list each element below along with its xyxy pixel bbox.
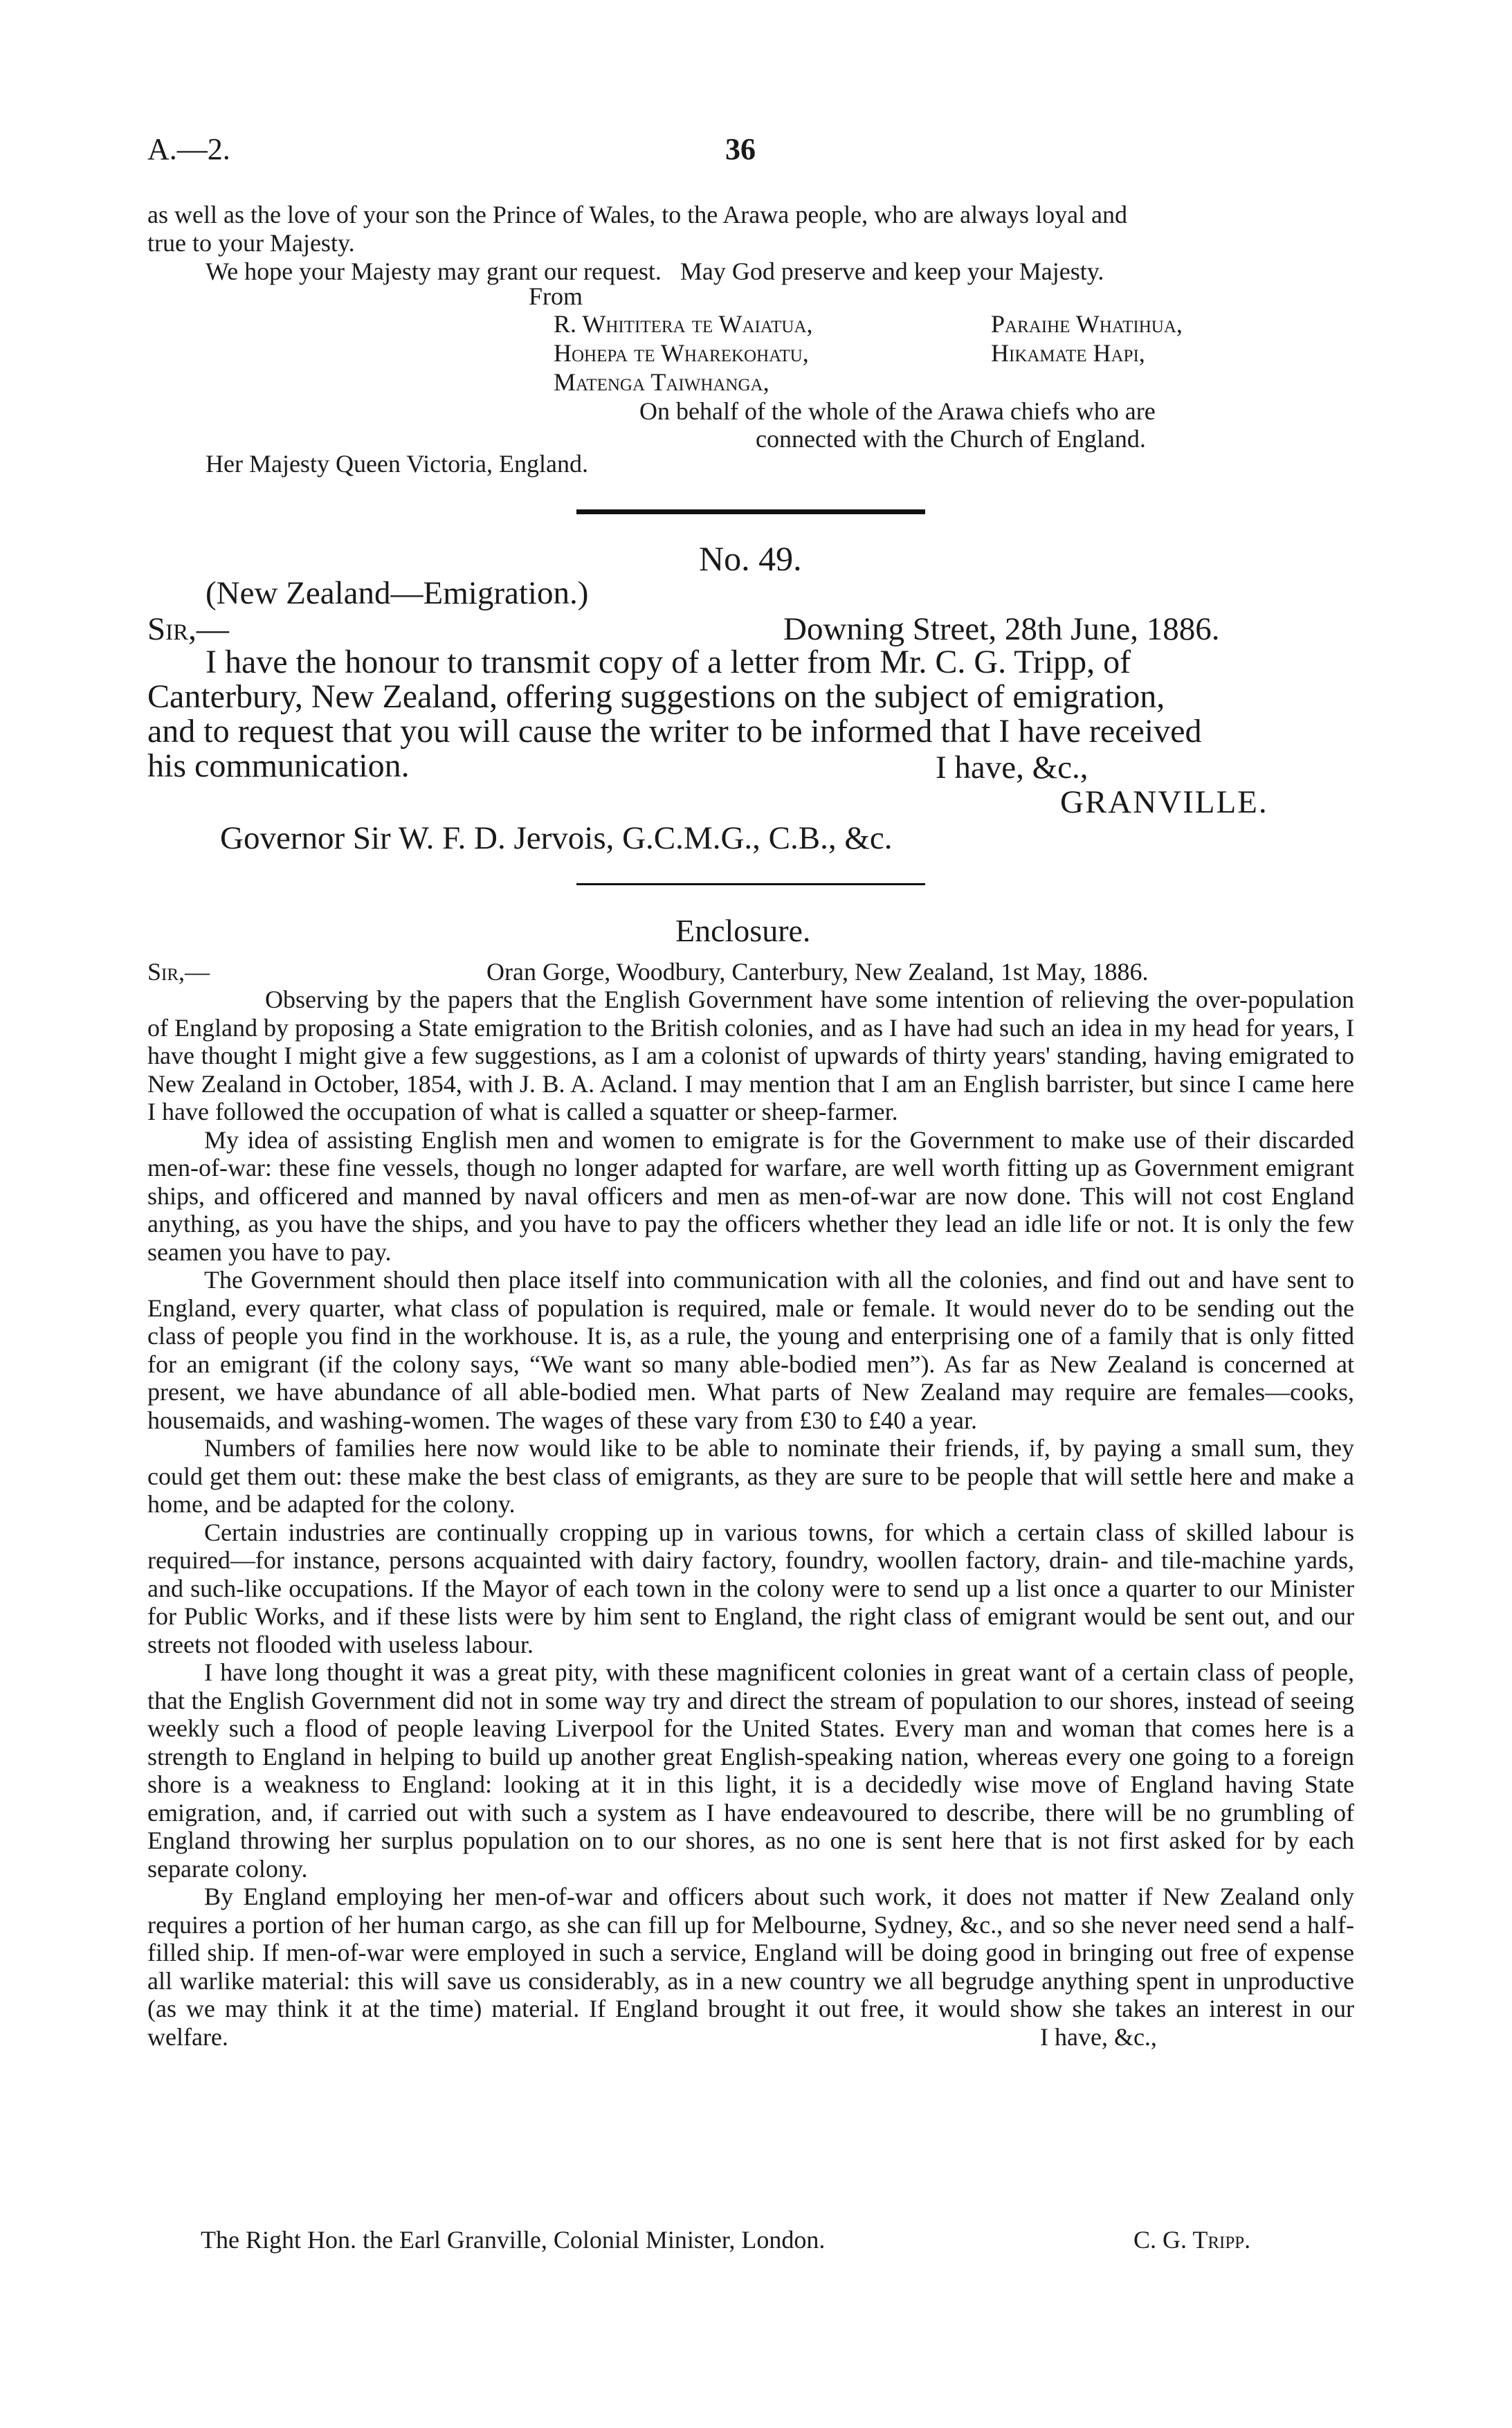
signatory: Matenga Taiwhanga,: [554, 368, 769, 396]
despatch-line: I have the honour to transmit copy of a letter from Mr. C. G. Tripp, of: [206, 644, 1131, 680]
despatch-number: No. 49.: [699, 539, 802, 578]
page-number: 36: [725, 132, 756, 166]
enclosure-paragraph: Observing by the papers that the English Government have some intention of relieving the over-population of England by proposing a State emigration to the British colonies, and as I have had such an idea in my head for years, I have thought I might give a few suggestions, as I am a colonist of upwards of thirty years' standing, having emigrated to New Zealand in October, 1854, with J. B. A. Acland. I may mention that I am an English barrister, but since I came here I have followed the occupation of what is called a squatter or sheep-farmer.: [147, 986, 1354, 1125]
enclosure-place-date: Oran Gorge, Woodbury, Canterbury, New Zealand, 1st May, 1886.: [486, 958, 1149, 986]
on-behalf-line: connected with the Church of England.: [756, 425, 1146, 453]
enclosure-body: [147, 986, 1354, 2078]
despatch-line: Canterbury, New Zealand, offering suggestions on the subject of emigration,: [147, 678, 1165, 715]
section-divider: [576, 883, 925, 885]
enclosure-salutation: Sir,—: [147, 958, 210, 986]
enclosure-paragraph: Certain industries are continually cropping up in various towns, for which a certain class of skilled labour is required—for instance, persons acquainted with dairy factory, foundry, woollen factory, drain- and tile-machine yards, and such-like occupations. If the Mayor of each town in the colony were to send up a list once a quarter to our Minister for Public Works, and if these lists were by him sent to England, the right class of emigrant would be sent out, and our streets not flooded with useless labour.: [147, 1518, 1354, 1658]
on-behalf-line: On behalf of the whole of the Arawa chiefs who are: [639, 397, 1156, 425]
enclosure-paragraph: By England employing her men-of-war and officers about such work, it does not matter if New Zealand only requires a portion of her human cargo, as she can fill up for Melbourne, Sydney, &c., and so she never need send a half-filled ship. If men-of-war were employed in such a service, England will be doing good in bringing out free of expense all warlike material: this will save us considerably, as in a new country we all begrudge anything spent in unproductive (as we may think it at the time) material. If England brought it out free, it would show she takes an interest in our welfare.: [147, 1883, 1354, 2051]
despatch-signature: GRANVILLE.: [1060, 784, 1268, 820]
signatory: Paraihe Whatihua,: [991, 310, 1183, 338]
enclosure-closing: I have, &c.,: [1040, 2023, 1157, 2051]
enclosure-closing-row: [147, 2023, 1354, 2078]
petition-closing: We hope your Majesty may grant our request. May God preserve and keep your Majesty.: [206, 257, 1104, 285]
enclosure-paragraph: The Government should then place itself into communication with all the colonies, and find out and have sent to England, every quarter, what class of population is required, male or female. It would never do to be sending out the class of people you find in the workhouse. It is, as a rule, the young and enterprising one of a family that is only fitted for an emigrant (if the colony says, “We want so many able-bodied men”). As far as New Zealand is concerned at present, we have abundance of all able-bodied men. What parts of New Zealand may require are females—cooks, housemaids, and washing-women. The wages of these vary from £30 to £40 a year.: [147, 1266, 1354, 1434]
despatch-line: his communication.: [147, 748, 410, 784]
petition-line: true to your Majesty.: [147, 229, 355, 257]
despatch-body: [147, 645, 1354, 783]
despatch-subject: (New Zealand—Emigration.): [206, 575, 589, 611]
despatch-place-date: Downing Street, 28th June, 1886.: [783, 611, 1220, 647]
despatch-addressee: Governor Sir W. F. D. Jervois, G.C.M.G., C.B., &c.: [220, 820, 893, 856]
petition-addressee: Her Majesty Queen Victoria, England.: [206, 450, 589, 478]
despatch-salutation: Sir,—: [147, 611, 229, 647]
enclosure-paragraph: I have long thought it was a great pity, with these magnificent colonies in great want of a certain class of people, that the English Government did not in some way try and direct the stream of population to our shores, instead of seeing weekly such a flood of people leaving Liverpool for the United States. Every man and woman that comes here is a strength to England in helping to build up another great English-speaking nation, whereas every one going to a foreign shore is a weakness to England: looking at it in this light, it is a decidedly wise move of England having State emigration, and, if carried out with such a system as I have endeavoured to describe, there will be no grumbling of England throwing her surplus population on to our shores, as no one is sent here that is not first asked for by each separate colony.: [147, 1658, 1354, 1883]
petition-line: as well as the love of your son the Prince of Wales, to the Arawa people, who are always loyal and: [147, 201, 1128, 228]
signatory: Hikamate Hapi,: [991, 339, 1145, 367]
enclosure-title: Enclosure.: [675, 913, 811, 948]
signatory: R. Whititera te Waiatua,: [554, 310, 813, 338]
enclosure-paragraph: My idea of assisting English men and women to emigrate is for the Government to make use of their discarded men-of-war: these fine vessels, though no longer adapted for warfare, are well worth fitting up as Government emigrant ships, and officered and manned by naval officers and men as men-of-war are now done. This will not cost England anything, as you have the ships, and you have to pay the officers whether they lead an idle life or not. It is only the few seamen you have to pay.: [147, 1125, 1354, 1266]
document-reference: A.—2.: [147, 132, 230, 166]
enclosure-paragraph: Numbers of families here now would like to be able to nominate their friends, if, by paying a small sum, they could get them out: these make the best class of emigrants, as they are sure to be people that will settle here and make a home, and be adapted for the colony.: [147, 1434, 1354, 1518]
enclosure-signature: C. G. Tripp.: [1133, 2226, 1251, 2254]
despatch-line: and to request that you will cause the writer to be informed that I have received: [147, 713, 1202, 750]
from-label: From: [529, 282, 583, 310]
section-divider: [576, 509, 925, 514]
despatch-closing: I have, &c.,: [936, 750, 1089, 786]
enclosure-addressee: The Right Hon. the Earl Granville, Colonial Minister, London.: [201, 2226, 826, 2254]
signatory: Hohepa te Wharekohatu,: [554, 339, 809, 367]
